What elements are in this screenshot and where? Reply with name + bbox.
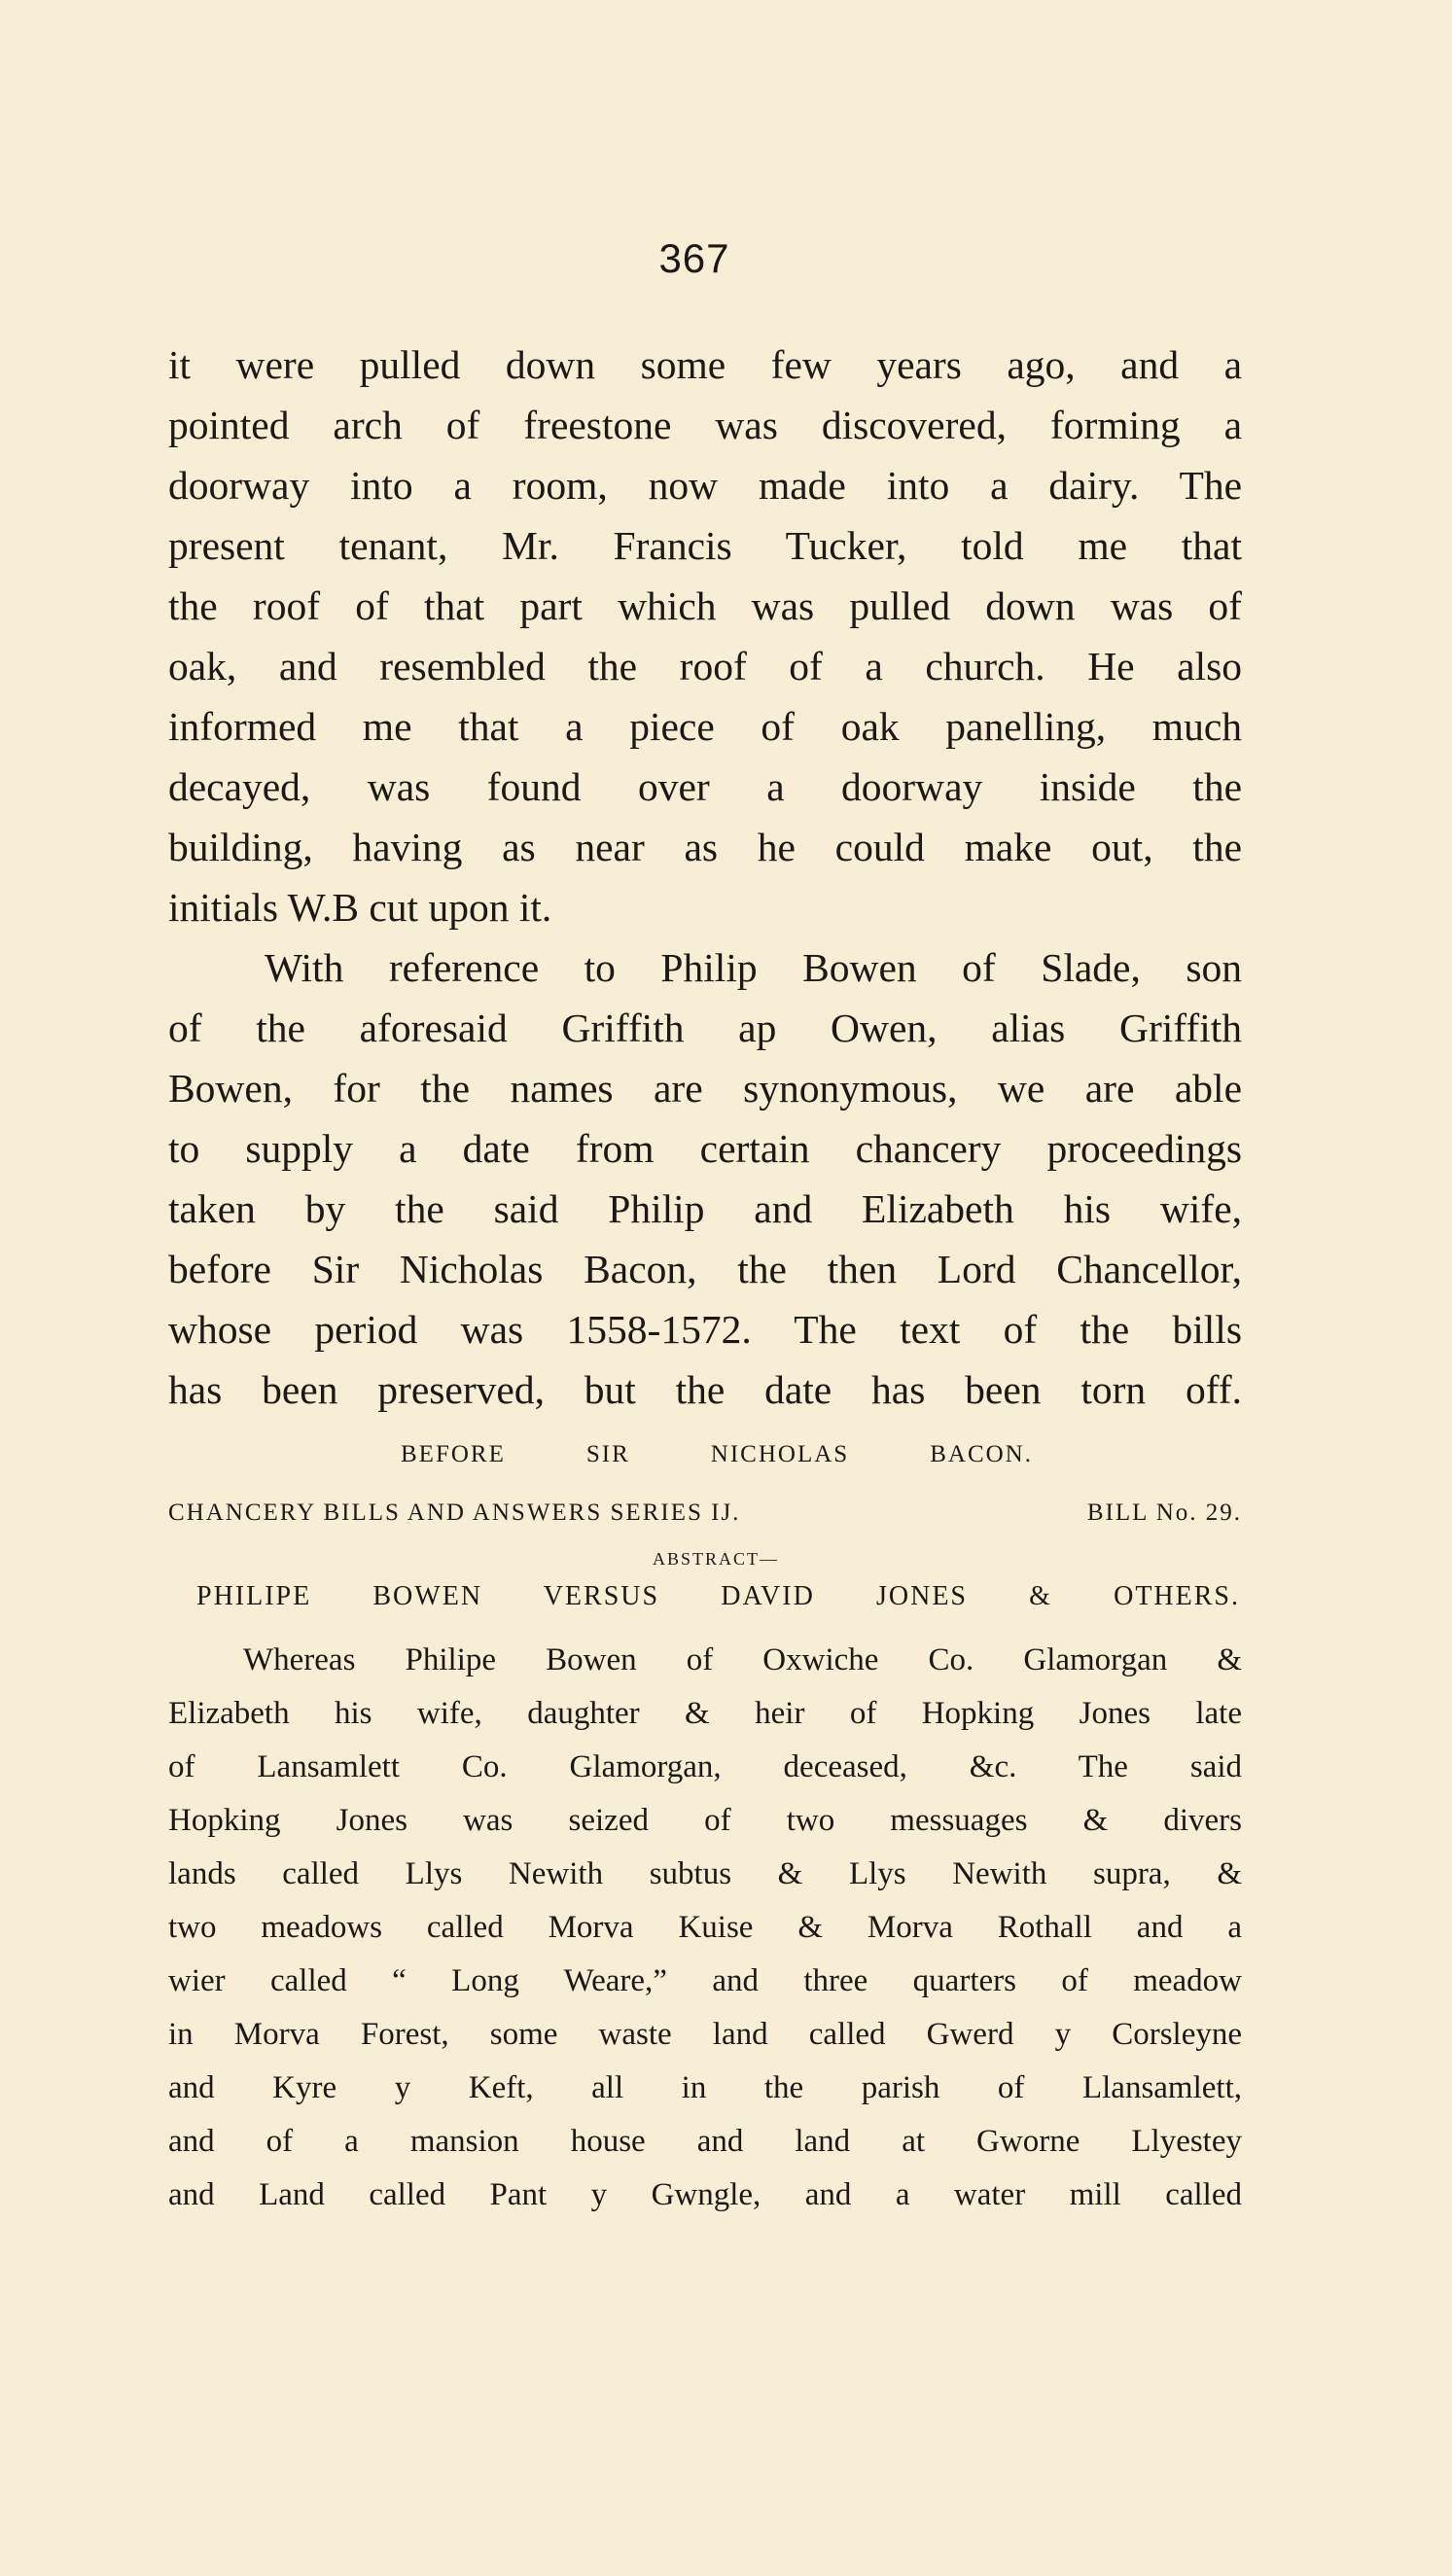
abstract-line: two meadows called Morva Kuise & Morva Rothall and a: [168, 1910, 1242, 1945]
page-number: 367: [658, 235, 730, 281]
body-line: it were pulled down some few years ago, and a: [168, 342, 1242, 387]
body-line: has been preserved, but the date has been torn off.: [168, 1367, 1242, 1412]
record-heading-before: BEFORE SIR NICHOLAS BACON.: [401, 1441, 1033, 1467]
abstract-line: and Land called Pant y Gwngle, and a water mill called: [168, 2177, 1242, 2212]
abstract-line: and Kyre y Keft, all in the parish of Llansamlett,: [168, 2070, 1242, 2105]
abstract-line: Hopking Jones was seized of two messuages & divers: [168, 1803, 1242, 1838]
body-line: oak, and resembled the roof of a church. He also: [168, 644, 1242, 688]
record-heading-parties: PHILIPE BOWEN VERSUS DAVID JONES & OTHERS.: [196, 1581, 1240, 1611]
body-line: Bowen, for the names are synonymous, we are able: [168, 1066, 1242, 1111]
abstract-line: of Lansamlett Co. Glamorgan, deceased, &c. The said: [168, 1749, 1242, 1784]
body-line: initials W.B cut upon it.: [168, 885, 552, 930]
abstract-line: wier called “ Long Weare,” and three quarters of meadow: [168, 1963, 1242, 1998]
body-line: informed me that a piece of oak panelling, much: [168, 704, 1242, 749]
record-heading-series: CHANCERY BILLS AND ANSWERS SERIES IJ.: [168, 1500, 741, 1526]
abstract-line: in Morva Forest, some waste land called Gwerd y Corsleyne: [168, 2017, 1242, 2052]
body-line: to supply a date from certain chancery proceedings: [168, 1126, 1242, 1171]
body-line: decayed, was found over a doorway inside the: [168, 764, 1242, 809]
abstract-line: and of a mansion house and land at Gworne Llyestey: [168, 2124, 1242, 2159]
body-line: whose period was 1558-1572. The text of the bills: [168, 1307, 1242, 1352]
body-line: present tenant, Mr. Francis Tucker, told me that: [168, 523, 1242, 568]
body-line: building, having as near as he could make out, the: [168, 825, 1242, 869]
body-line: before Sir Nicholas Bacon, the then Lord Chancellor,: [168, 1247, 1242, 1291]
record-heading-abstract: ABSTRACT—: [652, 1549, 780, 1569]
body-line: the roof of that part which was pulled down was of: [168, 583, 1242, 628]
abstract-line: Whereas Philipe Bowen of Oxwiche Co. Glamorgan &: [243, 1642, 1242, 1677]
body-line: doorway into a room, now made into a dairy. The: [168, 463, 1242, 508]
paragraph-start-line: With reference to Philip Bowen of Slade, son: [265, 945, 1242, 990]
abstract-line: Elizabeth his wife, daughter & heir of Hopking Jones late: [168, 1696, 1242, 1731]
body-line: pointed arch of freestone was discovered, forming a: [168, 403, 1242, 447]
record-heading-bill: BILL No. 29.: [1086, 1500, 1242, 1526]
body-line: taken by the said Philip and Elizabeth his wife,: [168, 1186, 1242, 1231]
abstract-line: lands called Llys Newith subtus & Llys Newith supra, &: [168, 1856, 1242, 1891]
body-line: of the aforesaid Griffith ap Owen, alias Griffith: [168, 1006, 1242, 1050]
